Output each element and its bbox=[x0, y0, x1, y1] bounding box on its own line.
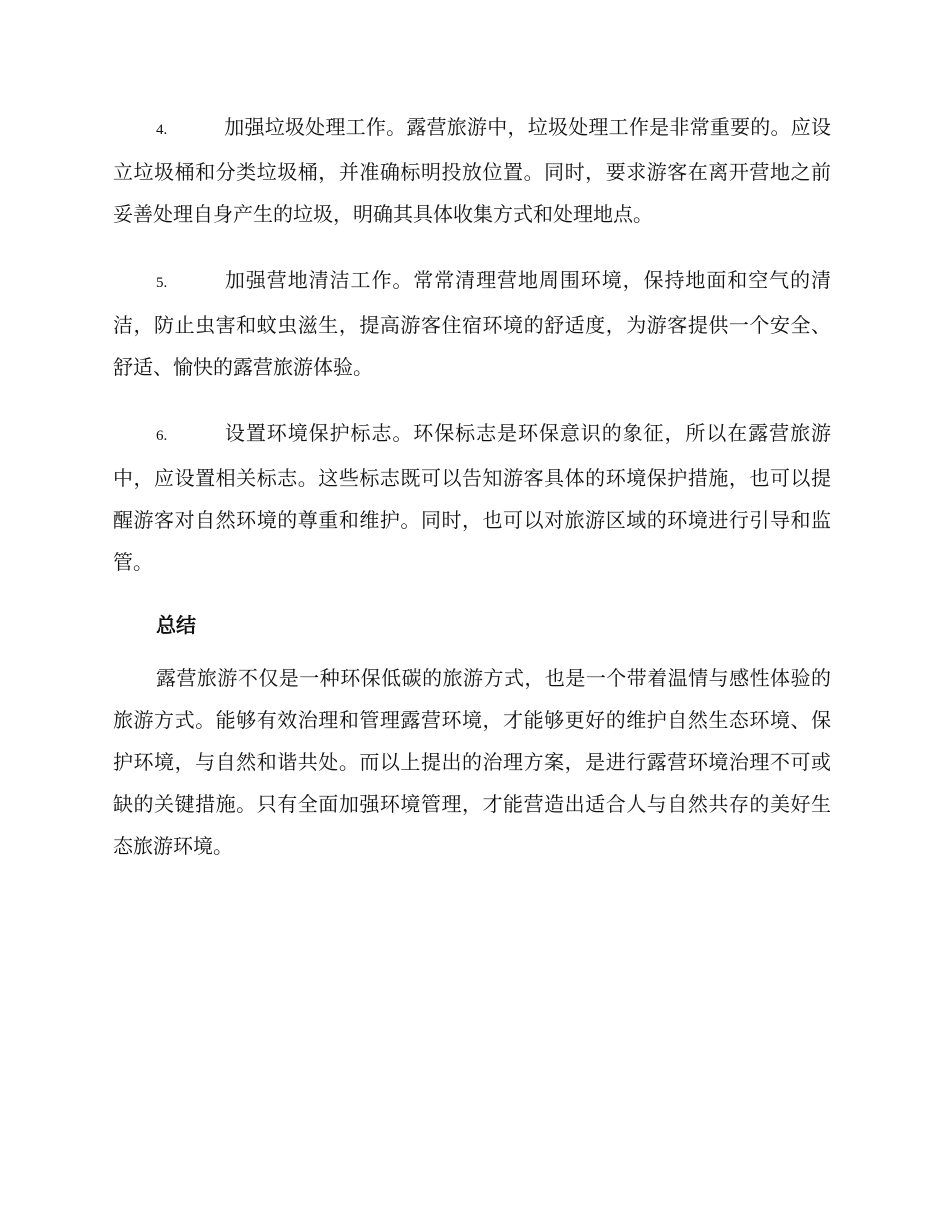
list-item-number: 5. bbox=[156, 275, 168, 291]
list-item-5 bbox=[113, 259, 831, 388]
list-item-4 bbox=[113, 106, 831, 235]
summary-heading: 总结 bbox=[156, 613, 196, 637]
list-item-text: 加强营地清洁工作。常常清理营地周围环境，保持地面和空气的清洁，防止虫害和蚊虫滋生，提高游客住宿环境的舒适度，为游客提供一个安全、舒适、愉快的露营旅游体验。 bbox=[113, 268, 831, 379]
list-item-number: 4. bbox=[156, 122, 168, 138]
list-item-number: 6. bbox=[156, 428, 168, 444]
list-item-6 bbox=[113, 412, 831, 583]
list-item-text: 设置环境保护标志。环保标志是环保意识的象征，所以在露营旅游中，应设置相关标志。这些标志既可以告知游客具体的环境保护措施，也可以提醒游客对自然环境的尊重和维护。同时，也可以对旅游区域的环境进行引导和监管。 bbox=[113, 421, 831, 574]
document-page bbox=[113, 106, 831, 867]
list-item-text: 加强垃圾处理工作。露营旅游中，垃圾处理工作是非常重要的。应设立垃圾桶和分类垃圾桶，并准确标明投放位置。同时，要求游客在离开营地之前妥善处理自身产生的垃圾，明确其具体收集方式和处理地点。 bbox=[113, 115, 831, 226]
summary-paragraph: 露营旅游不仅是一种环保低碳的旅游方式，也是一个带着温情与感性体验的旅游方式。能够有效治理和管理露营环境，才能够更好的维护自然生态环境、保护环境，与自然和谐共处。而以上提出的治理方案，是进行露营环境治理不可或缺的关键措施。只有全面加强环境管理，才能营造出适合人与自然共存的美好生态旅游环境。 bbox=[113, 666, 831, 858]
